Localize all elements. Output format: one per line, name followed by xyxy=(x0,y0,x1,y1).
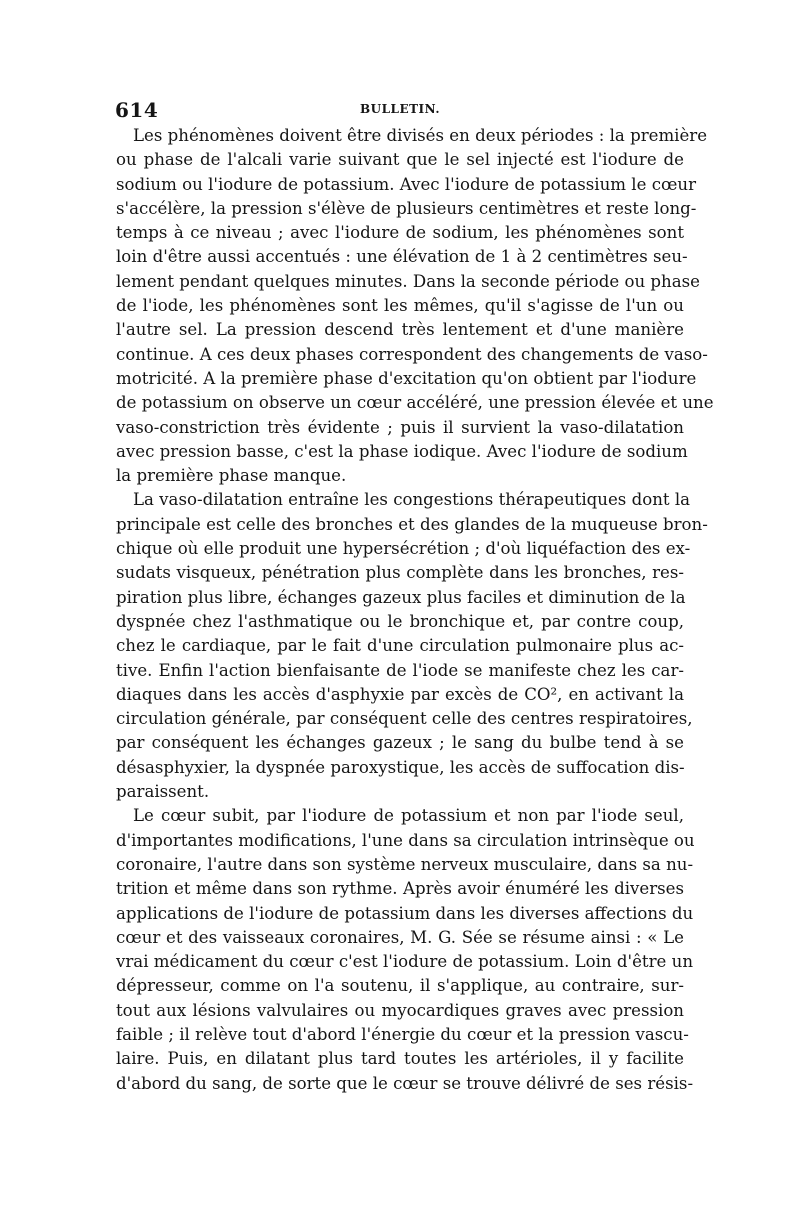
text-line: Le cœur subit, par l'iodure de potassium et non par l'iode seul, xyxy=(133,806,684,826)
text-line: Les phénomènes doivent être divisés en deux périodes : la première xyxy=(133,126,708,145)
text-line: s'accélère, la pression s'élève de plusieurs centimètres et reste long- xyxy=(116,198,697,218)
body-text xyxy=(116,124,714,1096)
text-line: cœur et des vaisseaux coronaires, M. G. Sée se résume ainsi : « Le xyxy=(116,927,684,947)
text-line: désasphyxier, la dyspnée paroxystique, les accès de suffocation dis- xyxy=(116,757,685,777)
text-line: dyspnée chez l'asthmatique ou le bronchique et, par contre coup, xyxy=(116,611,684,631)
text-line: principale est celle des bronches et des glandes de la muqueuse bron- xyxy=(116,514,708,534)
text-line: motricité. A la première phase d'excitation qu'on obtient par l'iodure xyxy=(116,368,697,388)
text-line: la première phase manque. xyxy=(116,466,347,486)
text-line: lement pendant quelques minutes. Dans la seconde période ou phase xyxy=(116,271,700,291)
text-line: ou phase de l'alcali varie suivant que le sel injecté est l'iodure de xyxy=(116,150,684,170)
paragraph-2 xyxy=(116,488,708,804)
text-line: faible ; il relève tout d'abord l'énergie du cœur et la pression vascu- xyxy=(116,1024,689,1044)
paragraph-3 xyxy=(116,804,695,1096)
running-head: BULLETIN. xyxy=(359,102,441,116)
text-line: sudats visqueux, pénétration plus complète dans les bronches, res- xyxy=(116,563,684,583)
text-line: La vaso-dilatation entraîne les congestions thérapeutiques dont la xyxy=(133,490,691,510)
text-line: vrai médicament du cœur c'est l'iodure de potassium. Loin d'être un xyxy=(116,952,694,972)
text-line: loin d'être aussi accentués : une élévation de 1 à 2 centimètres seu- xyxy=(116,247,688,267)
text-line: tout aux lésions valvulaires ou myocardiques graves avec pression xyxy=(116,1000,684,1020)
text-line: trition et même dans son rythme. Après avoir énuméré les diverses xyxy=(116,879,684,899)
text-line: circulation générale, par conséquent celle des centres respiratoires, xyxy=(116,709,693,729)
text-line: vaso-constriction très évidente ; puis il survient la vaso-dilatation xyxy=(116,417,684,437)
text-line: avec pression basse, c'est la phase iodique. Avec l'iodure de sodium xyxy=(116,441,688,461)
text-line: tive. Enfin l'action bienfaisante de l'iode se manifeste chez les car- xyxy=(116,660,684,680)
text-line: piration plus libre, échanges gazeux plus faciles et diminution de la xyxy=(116,587,686,607)
text-line: de l'iode, les phénomènes sont les mêmes, qu'il s'agisse de l'un ou xyxy=(116,296,684,316)
text-line: l'autre sel. La pression descend très lentement et d'une manière xyxy=(116,320,684,340)
paragraph-1 xyxy=(116,124,714,488)
text-line: d'abord du sang, de sorte que le cœur se trouve délivré de ses résis- xyxy=(116,1073,694,1093)
text-line: par conséquent les échanges gazeux ; le sang du bulbe tend à se xyxy=(116,733,684,753)
text-line: chez le cardiaque, par le fait d'une circulation pulmonaire plus ac- xyxy=(116,636,684,656)
text-line: laire. Puis, en dilatant plus tard toutes les artérioles, il y facilite xyxy=(116,1049,684,1069)
text-line: paraissent. xyxy=(116,782,210,802)
text-line: continue. A ces deux phases correspondent des changements de vaso- xyxy=(116,344,708,364)
page-number: 614 xyxy=(115,98,159,122)
text-line: sodium ou l'iodure de potassium. Avec l'iodure de potassium le cœur xyxy=(116,174,697,194)
text-line: chique où elle produit une hypersécrétion ; d'où liquéfaction des ex- xyxy=(116,539,691,559)
text-line: d'importantes modifications, l'une dans sa circulation intrinsèque ou xyxy=(116,830,695,850)
text-line: temps à ce niveau ; avec l'iodure de sodium, les phénomènes sont xyxy=(116,223,684,243)
text-line: diaques dans les accès d'asphyxie par excès de CO², en activant la xyxy=(116,684,684,704)
text-line: dépresseur, comme on l'a soutenu, il s'applique, au contraire, sur- xyxy=(116,976,684,996)
text-line: applications de l'iodure de potassium dans les diverses affections du xyxy=(116,903,694,923)
text-line: de potassium on observe un cœur accéléré, une pression élevée et une xyxy=(116,393,714,413)
text-line: coronaire, l'autre dans son système nerveux musculaire, dans sa nu- xyxy=(116,854,694,874)
